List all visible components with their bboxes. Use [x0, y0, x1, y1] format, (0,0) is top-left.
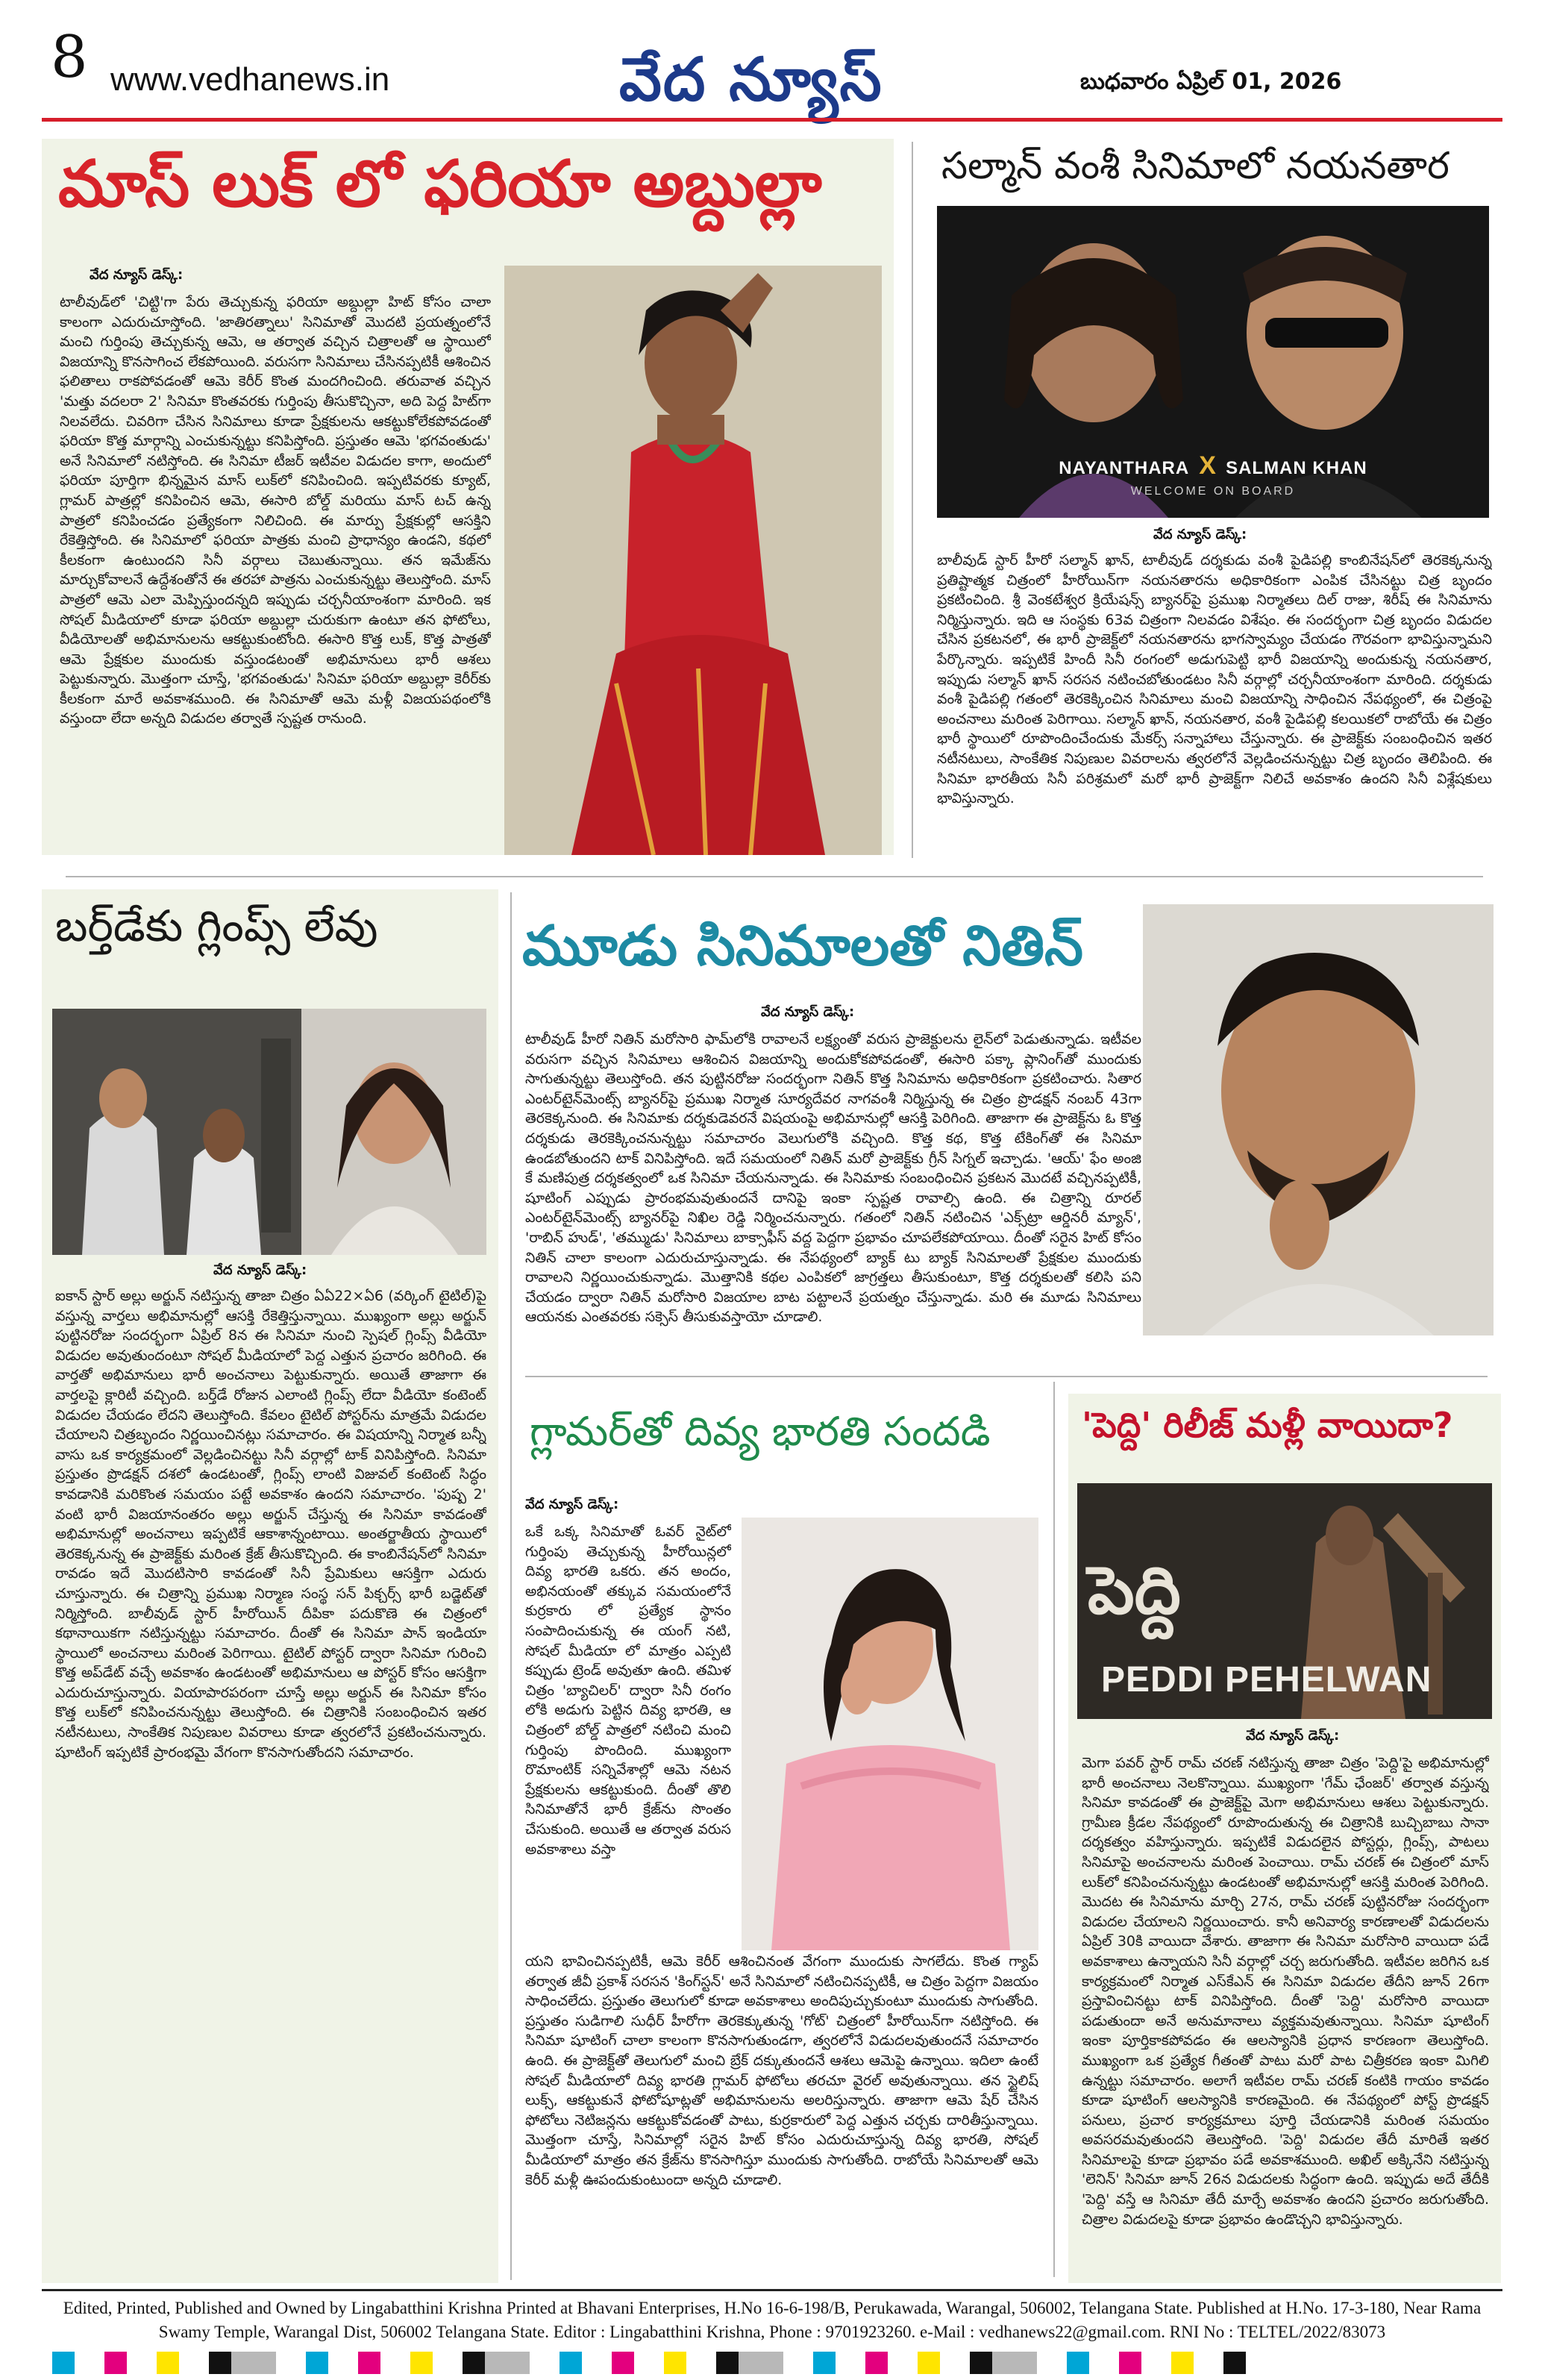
reg-black: [463, 2352, 485, 2374]
article-divya-headline: గ్లామర్‌తో దివ్య భారతి సందడి: [530, 1408, 991, 1455]
reg-gap: [1194, 2352, 1223, 2374]
reg-gray: [231, 2352, 276, 2374]
reg-gap: [179, 2352, 209, 2374]
caption-salman: SALMAN KHAN: [1226, 458, 1367, 478]
article-peddi-headline: 'పెద్ది' రిలీజ్ మళ్లీ వాయిదా?: [1082, 1405, 1453, 1445]
brand-logo: వేద న్యూస్: [619, 45, 883, 114]
column-divider-right: [1053, 1382, 1055, 2277]
reg-black: [209, 2352, 231, 2374]
reg-gap: [127, 2352, 157, 2374]
edition-date: బుధవారం ఏప్రిల్ 01, 2026: [1080, 69, 1342, 95]
reg-magenta: [104, 2352, 127, 2374]
reg-gap: [836, 2352, 865, 2374]
reg-cyan: [306, 2352, 328, 2374]
masthead-rule: [42, 118, 1502, 122]
article-peddi-byline: వేద న్యూస్ డెస్క్:: [1246, 1728, 1340, 1744]
reg-gap: [1089, 2352, 1119, 2374]
article-faria-headline: మాస్ లుక్ లో ఫరియా అబ్దుల్లా: [58, 147, 822, 222]
peddi-poster-title: పెద్ది: [1088, 1552, 1181, 1629]
reg-magenta: [1119, 2352, 1141, 2374]
footer-rule: [42, 2289, 1502, 2291]
article-birthday-headline: బర్త్‌డేకు గ్లింప్స్ లేవు: [55, 901, 378, 951]
article-salman-headline: సల్మాన్ వంశీ సినిమాలో నయనతార: [941, 144, 1449, 187]
caption-nayanthara: NAYANTHARA: [1059, 458, 1190, 478]
article-salman-byline: వేద న్యూస్ డెస్క్:: [1153, 527, 1247, 542]
article-faria-byline: వేద న్యూస్ డెస్క్:: [90, 267, 184, 283]
reg-gap: [328, 2352, 358, 2374]
article-birthday-byline: వేద న్యూస్ డెస్క్:: [213, 1262, 307, 1278]
reg-magenta: [865, 2352, 888, 2374]
caption-welcome: WELCOME ON BOARD: [1130, 485, 1296, 498]
page-number: 8: [51, 24, 88, 91]
article-peddi-body: మెగా పవర్ స్టార్ రామ్ చరణ్ నటిస్తున్న తాజా చిత్రం 'పెద్ది'పై అభిమానుల్లో భారీ అంచనాలు నెలకొన్నాయి. ముఖ్యంగా 'గేమ్ ఛేంజర్' తర్వాత వస్తున్న సినిమా కావడంతో ఈ ప్రాజెక్ట్‌పై మెగా అభిమానులు ఆశలు పెట్టుకున్నారు. గ్రామీణ క్రీడల నేపథ్యంలో రూపొందుతున్న ఈ చిత్రానికి బుచ్చిబాబు సానా దర్శకత్వం వహిస్తున్నారు. ఇప్పటికే విడుదలైన పోస్టర్లు, గ్లింప్స్, పాటలు సినిమాపై అంచనాలను మరింత పెంచాయి. రామ్ చరణ్ ఈ చిత్రంలో మాస్ లుక్‌లో కనిపించనున్నట్టు ఉండటంతో అభిమానుల్లో ఆసక్తి మరింత పెరిగింది. మొదట ఈ సినిమాను మార్చి 27న, రామ్ చరణ్ పుట్టినరోజు సందర్భంగా విడుదల చేయాలని నిర్ణయించారు. కానీ అనివార్య కారణాలతో విడుదలను ఏప్రిల్ 30కి వాయిదా వేశారు. తాజాగా ఈ సినిమా మరోసారి వాయిదా పడే అవకాశాలు ఉన్నాయని సినీ వర్గాల్లో చర్చ జరుగుతోంది. ఇటీవల జరిగిన ఒక కార్యక్రమంలో నిర్మాత ఎస్‌కేఎన్ ఈ సినిమా విడుదల తేదీని జూన్ 26గా ప్రస్తావించినట్టు టాక్ వినిపిస్తోంది. దీంతో 'పెద్ది' మరోసారి వాయిదా పడుతుందా అనే అనుమానాలు వ్యక్తమవుతున్నాయి. సినిమా షూటింగ్ ఇంకా పూర్తికాకపోవడం ఈ ఆలస్యానికి ప్రధాన కారణంగా తెలుస్తోంది. ముఖ్యంగా ఒక ప్రత్యేక గీతంతో పాటు మరో పాట చిత్రీకరణ ఇంకా మిగిలి ఉన్నట్టు సమాచారం. అలాగే ఇటీవల రామ్ చరణ్ కంటికి గాయం కావడం కూడా షూటింగ్ ఆలస్యానికి కారణమైంది. ఈ నేపథ్యంలో పోస్ట్ ప్రొడక్షన్ పనులు, ప్రచార కార్యక్రమాలు పూర్తి చేయడానికి మరింత సమయం అవసరమవుతుందని తెలుస్తోంది. 'పెద్ది' విడుదల తేదీ మారితే ఇతర సినిమాలపై కూడా ప్రభావం పడే అవకాశముంది. అఖిల్ అక్కినేని నటిస్తున్న 'లెనిన్' సినిమా జూన్ 26న విడుదలకు సిద్ధంగా ఉంది. ఇప్పుడు అదే తేదీకి 'పెద్ది' వస్తే ఆ సినిమా తేదీ మార్చే అవకాశం ఉందని ప్రచారం జరుగుతోంది. చిత్రాల విడుదలపై కూడా ప్రభావం ఉండొచ్చని భావిస్తున్నారు.: [1082, 1755, 1489, 2228]
registration-color-bar: [52, 2352, 1492, 2374]
reg-gap: [1141, 2352, 1171, 2374]
reg-gray: [992, 2352, 1037, 2374]
reg-cyan: [813, 2352, 836, 2374]
reg-gap: [582, 2352, 612, 2374]
footer-imprint-line-2: Swamy Temple, Warangal Dist, 506002 Telangana State. Editor : Lingabatthini Krishna, Phone : 9701923260. e-Mail : vedhanews22@gmail.com. RNI No : TELTEL/2022/83073: [158, 2323, 1386, 2341]
reg-cyan: [52, 2352, 75, 2374]
reg-gap: [1037, 2352, 1067, 2374]
peddi-poster-subtitle: PEDDI PEHELWAN: [1101, 1660, 1432, 1700]
reg-yellow: [664, 2352, 686, 2374]
reg-magenta: [358, 2352, 380, 2374]
article-birthday-body: ఐకాన్ స్టార్ అల్లు అర్జున్ నటిస్తున్న తాజా చిత్రం ఏఏ22×ఏ6 (వర్కింగ్ టైటిల్)పై వస్తున్న వార్తలు అభిమానుల్లో ఆసక్తి రేకెత్తిస్తున్నాయి. ముఖ్యంగా అల్లు అర్జున్ పుట్టినరోజు సందర్భంగా ఏప్రిల్ 8న ఈ సినిమా నుంచి స్పెషల్ గ్లింప్స్ వీడియో విడుదల అవుతుందంటూ సోషల్ మీడియాలో పెద్ద ఎత్తున ప్రచారం జరిగింది. ఈ వార్తతో అభిమానులు భారీ అంచనాలు పెట్టుకున్నారు. అయితే తాజాగా ఈ వార్తలపై క్లారిటీ వచ్చింది. బర్త్‌డే రోజున ఎలాంటి గ్లింప్స్ లేదా వీడియో కంటెంట్ విడుదల చేయడం లేదని తెలుస్తోంది. కేవలం టైటిల్ పోస్టర్‌ను మాత్రమే విడుదల చేయాలని చిత్రబృందం నిర్ణయించినట్లు సమాచారం. ఈ విషయాన్ని నిర్మాత బన్నీ వాసు ఒక కార్యక్రమంలో వెల్లడించినట్టు సినీ వర్గాల్లో టాక్ వినిపిస్తోంది. సినిమా ప్రస్తుతం ప్రొడక్షన్ దశలో ఉండటంతో, గ్లింప్స్ లాంటి విజువల్ కంటెంట్ సిద్ధం కావడానికి మరికొంత సమయం పట్టే అవకాశం ఉందని సమాచారం. 'పుష్ప 2' వంటి భారీ విజయానంతరం అల్లు అర్జున్ చేస్తున్న ఈ సినిమా కావడంతో అభిమానుల్లో అంచనాలు ఇప్పటికే ఆకాశాన్నంటాయి. అంతర్జాతీయ స్థాయిలో తెరకెక్కనున్న ఈ ప్రాజెక్ట్‌కు మరింత క్రేజ్ తీసుకొచ్చింది. ఈ కాంబినేషన్‌లో సినిమా రావడం ఇదే మొదటిసారి కావడంతో సినీ ప్రేమికులు ఆసక్తిగా ఎదురు చూస్తున్నారు. ఈ చిత్రాన్ని ప్రముఖ నిర్మాణ సంస్థ సన్ పిక్చర్స్ భారీ బడ్జెట్‌తో నిర్మిస్తోంది. బాలీవుడ్ స్టార్ హీరోయిన్ దీపికా పదుకొణె ఈ చిత్రంలో కథానాయికగా నటిస్తున్నట్టు సమాచారం. దీంతో ఈ సినిమా పాన్ ఇండియా స్థాయిలో అంచనాలు మరింత పెరిగాయి. టైటిల్ పోస్టర్ ద్వారా సినిమా గురించి కొత్త అప్‌డేట్ వచ్చే అవకాశం ఉండటంతో అభిమానులు ఆ పోస్టర్ కోసం ఆసక్తిగా ఎదురుచూస్తున్నారు. వియాపారపరంగా చూస్తే అల్లు అర్జున్ ఈ సినిమా కోసం కొత్త లుక్‌లో కనిపించనున్నట్టు తెలుస్తోంది. ఈ చిత్రానికి సంబంధించిన ఇతర నటీనటులు, సాంకేతిక నిపుణుల వివరాలు కూడా త్వరలోనే ప్రకటించనున్నారు. షూటింగ్ ఇప్పటికే ప్రారంభమై వేగంగా కొనసాగుతోందని సమాచారం.: [55, 1288, 486, 1761]
nithin-photo: [1143, 904, 1494, 1335]
article-divya-byline: వేద న్యూస్ డెస్క్:: [525, 1497, 619, 1512]
reg-yellow: [1171, 2352, 1194, 2374]
allu-arjun-photo: [52, 1009, 301, 1255]
reg-gap: [433, 2352, 463, 2374]
reg-magenta: [612, 2352, 634, 2374]
reg-cyan: [560, 2352, 582, 2374]
reg-gap: [888, 2352, 918, 2374]
reg-gray: [485, 2352, 530, 2374]
reg-black: [1223, 2352, 1246, 2374]
salman-photo-caption: [937, 451, 1489, 498]
reg-black: [970, 2352, 992, 2374]
article-salman-body: బాలీవుడ్ స్టార్ హీరో సల్మాన్ ఖాన్, టాలీవుడ్ దర్శకుడు వంశీ పైడిపల్లి కాంబినేషన్‌లో తెరకెక్కనున్న ప్రతిష్టాత్మక చిత్రంలో హీరోయిన్‌గా నయనతారను అధికారికంగా ఎంపిక చేసినట్టు చిత్ర బృందం ప్రకటించింది. శ్రీ వెంకటేశ్వర క్రియేషన్స్ బ్యానర్‌పై ప్రముఖ నిర్మాతలు దిల్ రాజు, శిరీష్ ఈ సినిమాను నిర్మిస్తున్నారు. ఇది ఆ సంస్థకు 63వ చిత్రంగా నిలవడం విశేషం. ఈ సందర్భంగా చిత్ర బృందం విడుదల చేసిన ప్రకటనలో, ఈ భారీ ప్రాజెక్ట్‌లో నయనతారను భాగస్వామ్యం చేయడం గౌరవంగా భావిస్తున్నామని పేర్కొన్నారు. ఇప్పటికే హిందీ సినీ రంగంలో అడుగుపెట్టి భారీ విజయాన్ని అందుకున్న నయనతార, ఇప్పుడు సల్మాన్ ఖాన్ సరసన నటించబోతుండటం సినీ వర్గాల్లో చర్చనీయాంశంగా మారింది. దర్శకుడు వంశీ పైడిపల్లి గతంలో తెరకెక్కించిన సినిమాలు మంచి విజయాన్ని సాధించిన నేపథ్యంలో, ఈ చిత్రంపై అంచనాలు మరింత పెరిగాయి. సల్మాన్ ఖాన్, నయనతార, వంశీ పైడిపల్లి కలయికలో రాబోయే ఈ చిత్రం భారీ స్థాయిలో రూపొందించేందుకు మేకర్స్ సన్నాహాలు చేస్తున్నారు. ఈ ప్రాజెక్ట్‌కు సంబంధించిన ఇతర నటీనటులు, సాంకేతిక నిపుణుల వివరాలను త్వరలోనే వెల్లడించనున్నట్టు చిత్ర బృందం తెలిపింది. ఈ సినిమా భారతీయ సినీ పరిశ్రమలో మరో భారీ ప్రాజెక్ట్‌గా నిలిచే అవకాశం ఉందని సినీ విశ్లేషకులు భావిస్తున్నారు.: [937, 552, 1492, 807]
footer-imprint-line-1: Edited, Printed, Published and Owned by Lingabatthini Krishna Printed at Bhavani Enterprises, H.No 16-6-198/B, Perukawada, Warangal, 506002, Telangana State. Published at H.No. 17-3-180, Near Rama: [63, 2299, 1482, 2317]
reg-yellow: [410, 2352, 433, 2374]
deepika-photo: [301, 1009, 486, 1255]
article-nithin-body: టాలీవుడ్ హీరో నితిన్ మరోసారి ఫామ్‌లోకి రావాలనే లక్ష్యంతో వరుస ప్రాజెక్టులను లైన్‌లో పెడుతున్నాడు. ఇటీవల వరుసగా వచ్చిన సినిమాలు ఆశించిన విజయాన్ని అందుకోకపోవడంతో, ఈసారి పక్కా ప్లానింగ్‌తో ముందుకు సాగుతున్నట్టు తెలుస్తోంది. తన పుట్టినరోజు సందర్భంగా నితిన్ కొత్త సినిమాను అధికారికంగా ప్రకటించారు. సితార ఎంటర్‌టైన్‌మెంట్స్ బ్యానర్‌పై ప్రముఖ నిర్మాత సూర్యదేవర నాగవంశీ నిర్మిస్తున్న ఈ చిత్రం ప్రొడక్షన్ నంబర్ 43గా తెరకెక్కనుంది. ఈ సినిమాకు దర్శకుడెవరనే విషయంపై అభిమానుల్లో ఆసక్తి పెరిగింది. తాజాగా ఈ ప్రాజెక్ట్‌ను ఓ కొత్త దర్శకుడు తెరకెక్కించనున్నట్టు సమాచారం వెలుగులోకి వచ్చింది. కొత్త కథ, కొత్త టేకింగ్‌తో ఈ సినిమా ఉండబోతుందని టాక్ వినిపిస్తోంది. ఇదే సమయంలో నితిన్ మరో ప్రాజెక్ట్‌కు గ్రీన్ సిగ్నల్ ఇచ్చాడు. 'ఆయ్' ఫేం అంజి కే మణిపుత్ర దర్శకత్వంలో ఒక సినిమా చేయనున్నాడు. ఈ సినిమాకు సంబంధించిన ప్రకటన మొదటే వచ్చినప్పటికీ, షూటింగ్ ఎప్పుడు ప్రారంభమవుతుందనే దానిపై ఇంకా స్పష్టత రావాల్సి ఉంది. ఈ చిత్రాన్ని రూరల్ ఎంటర్‌టైన్‌మెంట్స్ బ్యానర్‌పై నిఖిల రెడ్డి నిర్మించనున్నారు. గతంలో నితిన్ నటించిన 'ఎక్స్‌ట్రా ఆర్డినరీ మ్యాన్', 'రాబిన్ హుడ్', 'తమ్ముడు' సినిమాలు బాక్సాఫీస్ వద్ద పెద్దగా ప్రభావం చూపలేకపోయాయి. దీంతో సరైన హిట్ కోసం నితిన్ చాలా కాలంగా ఎదురుచూస్తున్నాడు. ఈ నేపథ్యంలో బ్యాక్ టు బ్యాక్ సినిమాలతో ప్రేక్షకుల ముందుకు రావాలని నిర్ణయించుకున్నాడు. మొత్తానికి కథల ఎంపికలో జాగ్రత్తలు తీసుకుంటూ, కొత్త దర్శకులతో కలిసి పని చేయడం ద్వారా నితిన్ మరోసారి విజయాల బాట పట్టాలనే ప్రయత్నం చేస్తున్నాడు. మరి ఈ మూడు సినిమాలు ఆయనకు ఎంతవరకు సక్సెస్ తీసుకువస్తాయో చూడాలి.: [525, 1031, 1141, 1326]
column-divider-top: [912, 142, 913, 858]
website-url[interactable]: www.vedhanews.in: [110, 61, 390, 98]
reg-gap: [783, 2352, 813, 2374]
divya-photo: [742, 1518, 1038, 1950]
reg-black: [716, 2352, 739, 2374]
section-divider-1: [66, 876, 1483, 877]
article-faria-body: టాలీవుడ్‌లో 'చిట్టి'గా పేరు తెచ్చుకున్న ఫరియా అబ్దుల్లా హిట్ కోసం చాలా కాలంగా ఎదురుచూస్తోంది. 'జాతిరత్నాలు' సినిమాతో మొదటి ప్రయత్నంలోనే మంచి గుర్తింపు తెచ్చుకున్న ఆమె, ఆ తర్వాత వచ్చిన చిత్రాలతో ఆ స్థాయిలో విజయాన్ని కొనసాగించ లేకపోయింది. వరుసగా సినిమాలు చేసినప్పటికీ ఆశించిన ఫలితాలు రాకపోవడంతో ఆమె కెరీర్ కొంత మందగించింది. తరువాత వచ్చిన 'మత్తు వదలరా 2' సినిమా కొంతవరకు గుర్తింపు తీసుకొచ్చినా, అది పెద్ద హిట్‌గా నిలవలేదు. చివరిగా చేసిన సినిమాలు కూడా ప్రేక్షకులను ఆకట్టుకోలేకపోవడంతో ఫరియా కొత్త మార్గాన్ని ఎంచుకున్నట్టు కనిపిస్తోంది. ప్రస్తుతం ఆమె 'భగవంతుడు' అనే సినిమాలో నటిస్తోంది. ఈ సినిమా టీజర్ ఇటీవల విడుదల కాగా, అందులో ఫరియా పూర్తిగా భిన్నమైన మాస్ లుక్‌లో కనిపించింది. ఇప్పటివరకు క్యూట్, గ్లామర్ పాత్రల్లో కనిపించిన ఆమె, ఈసారి బోల్డ్ మరియు మాస్ టచ్ ఉన్న పాత్రలో కనిపించడం ప్రత్యేకంగా నిలిచింది. ఈ మార్పు ప్రేక్షకుల్లో ఆసక్తిని రేకెత్తిస్తోంది. ఈ సినిమాలో ఫరియా పాత్రకు మంచి ప్రాధాన్యం ఉండని, కథలో కీలకంగా ఉంటుందని సినీ వర్గాలు చెబుతున్నాయి. తన ఇమేజ్‌ను మార్చుకోవాలనే ఉద్దేశంతోనే ఈ తరహా పాత్రను ఎంచుకున్నట్టు తెలుస్తోంది. మాస్ పాత్రలో ఆమె ఎలా మెప్పిస్తుందన్నది ఇప్పుడు చర్చనీయాంశంగా మారింది. ఇక సోషల్ మీడియాలో కూడా ఫరియా అబ్దుల్లా చురుకుగా ఉంటూ తన ఫోటోలు, వీడియోలతో అభిమానులను ఆకట్టుకుంటోంది. ఈసారి కొత్త లుక్, కొత్త పాత్రతో ఆమె ప్రేక్షకుల ముందుకు వస్తుండటంతో అభిమానులు భారీ ఆశలు పెట్టుకున్నారు. మొత్తంగా చూస్తే, 'భగవంతుడు' సినిమా ఫరియా అబ్దుల్లా కెరీర్‌కు కీలకంగా మారే అవకాశముంది. ఈ సినిమాతో ఆమె మళ్లీ విజయపథంలోకి వస్తుందా లేదా అన్నది విడుదల తర్వాతే స్పష్టత రానుంది.: [60, 294, 491, 727]
reg-gap: [940, 2352, 970, 2374]
article-divya-body-wide: యని భావించినప్పటికీ, ఆమె కెరీర్ ఆశించినంత వేగంగా ముందుకు సాగలేదు. కొంత గ్యాప్ తర్వాత జీవీ ప్రకాశ్ సరసన 'కింగ్‌స్టన్' అనే సినిమాలో నటించినప్పటికీ, ఆ చిత్రం పెద్దగా విజయం సాధించలేదు. ప్రస్తుతం తెలుగులో కూడా అవకాశాలు అందిపుచ్చుకుంటూ ముందుకు సాగుతోంది. ప్రస్తుతం సుడిగాలి సుధీర్ హీరోగా తెరకెక్కుతున్న 'గోట్' చిత్రంలో హీరోయిన్‌గా నటిస్తోంది. ఈ సినిమా షూటింగ్ చాలా కాలంగా కొనసాగుతుండగా, త్వరలోనే విడుదలవుతుందనే సమాచారం ఉంది. ఈ ప్రాజెక్ట్‌తో తెలుగులో మంచి బ్రేక్ దక్కుతుందనే ఆశలు ఆమెపై ఉన్నాయి. ఇదిలా ఉంటే సోషల్ మీడియాలో దివ్య భారతి గ్లామర్ ఫోటోలు తరచూ వైరల్ అవుతున్నాయి. తన స్టైలిష్ లుక్స్, ఆకట్టుకునే ఫోటోషూట్లతో అభిమానులను అలరిస్తున్నారు. తాజాగా ఆమె షేర్ చేసిన ఫోటోలు నెటిజన్లను ఆకట్టుకోవడంతో పాటు, కుర్రకారులో పెద్ద ఎత్తున చర్చకు దారితీస్తున్నాయి. మొత్తంగా చూస్తే, సినిమాల్లో సరైన హిట్ కోసం ఎదురుచూస్తున్న దివ్య భారతి, సోషల్ మీడియాలో మాత్రం తన క్రేజ్‌ను కొనసాగిస్తూ ముందుకు సాగుతోంది. రాబోయే సినిమాలతో ఆమె కెరీర్ మళ్లీ ఊపందుకుంటుందా అన్నది చూడాలి.: [525, 1953, 1038, 2188]
reg-gap: [686, 2352, 716, 2374]
faria-photo: [504, 266, 882, 855]
reg-gap: [276, 2352, 306, 2374]
reg-gap: [530, 2352, 560, 2374]
article-nithin-headline: మూడు సినిమాలతో నితిన్: [522, 914, 1084, 978]
reg-cyan: [1067, 2352, 1089, 2374]
section-divider-2: [525, 1376, 1488, 1377]
reg-gap: [380, 2352, 410, 2374]
article-divya-body-narrow: ఒకే ఒక్క సినిమాతో ఓవర్ నైట్‌లో గుర్తింపు తెచ్చుకున్న హీరోయిన్లలో దివ్య భారతి ఒకరు. తన అందం, అభినయంతో తక్కువ సమయంలోనే కుర్రకారు లో ప్రత్యేక స్థానం సంపాదించుకున్న ఈ యంగ్ నటి, సోషల్ మీడియా లో మాత్రం ఎప్పటి కప్పుడు ట్రెండ్ అవుతూ ఉంది. తమిళ చిత్రం 'బ్యాచిలర్' ద్వారా సినీ రంగం లోకి అడుగు పెట్టిన దివ్య భారతి, ఆ చిత్రంలో బోల్డ్ పాత్రలో నటించి మంచి గుర్తింపు పొందింది. ముఖ్యంగా రొమాంటిక్ సన్నివేశాల్లో ఆమె నటన ప్రేక్షకులను ఆకట్టుకుంది. దీంతో తొలి సినిమాతోనే భారీ క్రేజ్‌ను సొంతం చేసుకుంది. అయితే ఆ తర్వాత వరుస అవకాశాలు వస్తా: [525, 1523, 731, 1858]
reg-gray: [739, 2352, 783, 2374]
column-divider-left: [510, 892, 512, 2280]
caption-x: X: [1199, 451, 1216, 480]
reg-gap: [75, 2352, 104, 2374]
article-nithin-byline: వేద న్యూస్ డెస్క్:: [761, 1004, 855, 1020]
reg-yellow: [157, 2352, 179, 2374]
reg-gap: [634, 2352, 664, 2374]
reg-yellow: [918, 2352, 940, 2374]
